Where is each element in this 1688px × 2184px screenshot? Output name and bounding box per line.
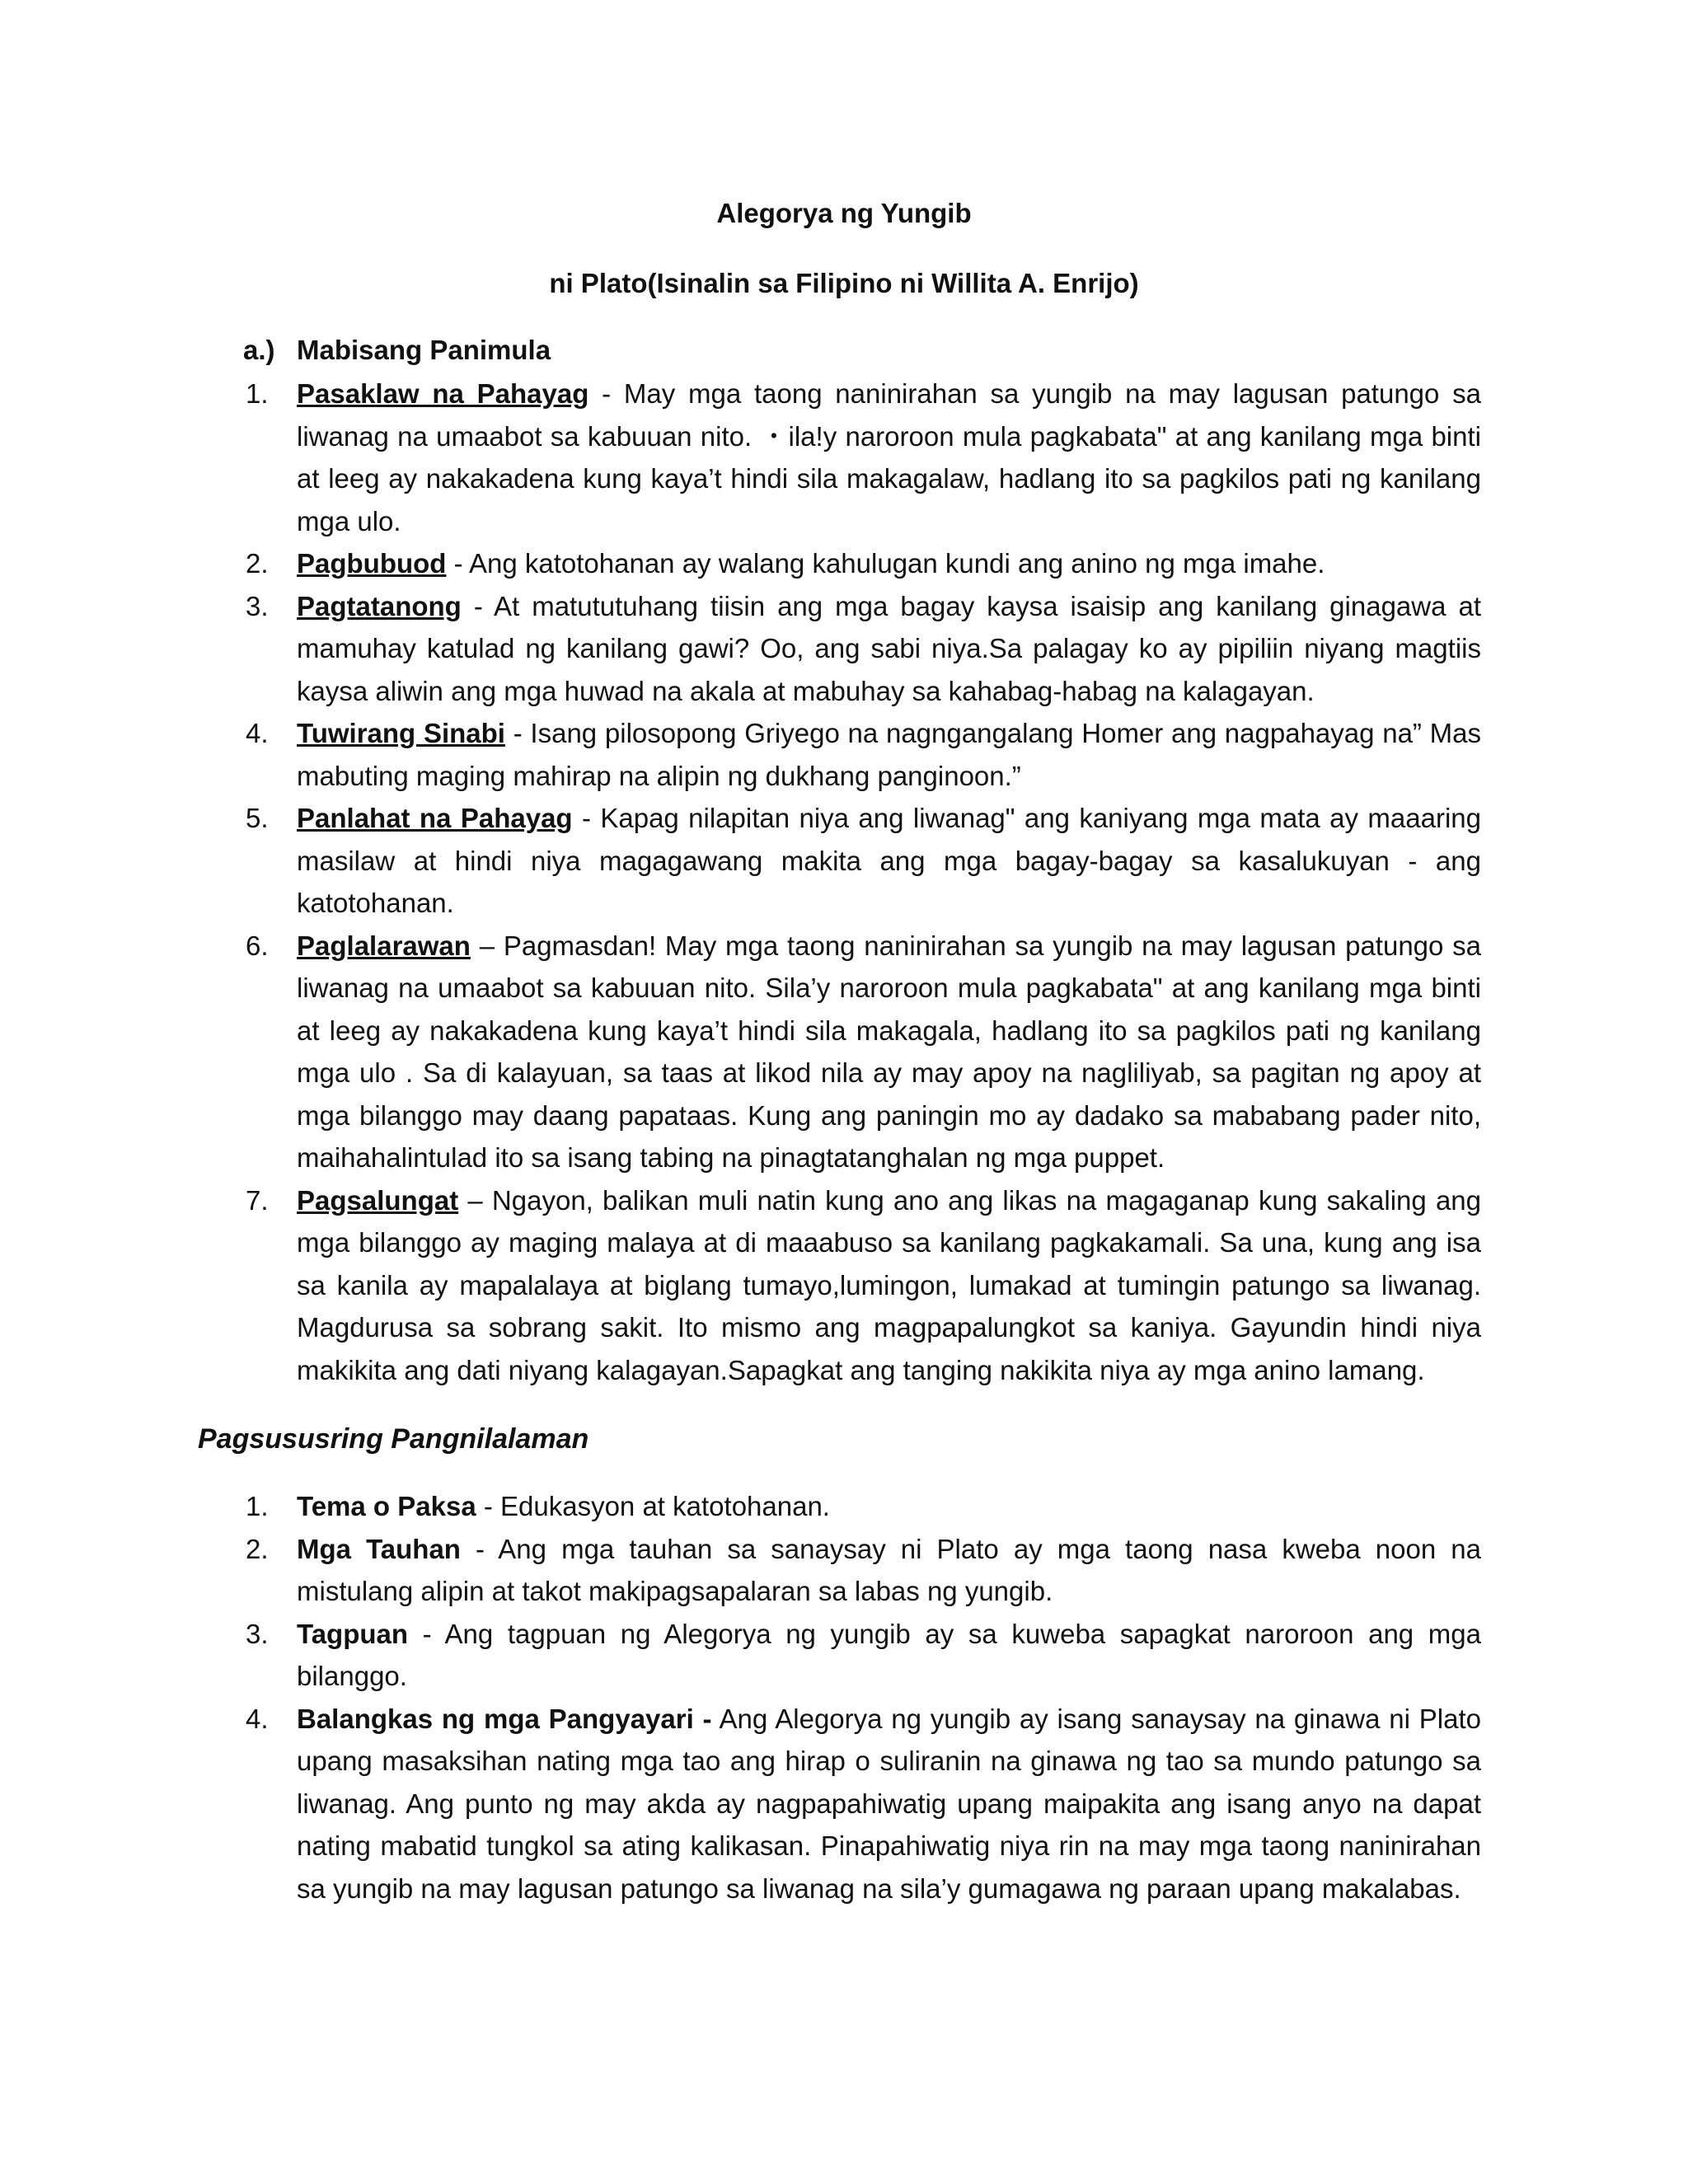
list-item [243, 1528, 1481, 1613]
pagsusuri-list [243, 1485, 1481, 1910]
document-subtitle: ni Plato(Isinalin sa Filipino ni Willita A. Enrijo) [549, 268, 1139, 298]
item-text: - Ang katotohanan ay walang kahulugan kundi ang anino ng mga imahe. [446, 548, 1325, 579]
item-number: 2. [246, 1533, 269, 1564]
list-item [243, 373, 1481, 542]
item-term: Pasaklaw na Pahayag [297, 378, 589, 409]
item-term: Tagpuan [297, 1618, 409, 1649]
section-marker: a.) [243, 335, 275, 365]
section-heading-panimula [243, 335, 551, 366]
item-number: 5. [246, 803, 269, 833]
item-number: 4. [246, 718, 269, 748]
item-number: 7. [246, 1184, 269, 1216]
item-term: Balangkas ng mga Pangyayari - [297, 1703, 712, 1734]
list-item [243, 1485, 1481, 1528]
item-number: 6. [246, 930, 269, 961]
item-text: - Isang pilosopong Griyego na nagngangalang Homer ang nagpahayag na” Mas mabuting maging mahirap na alipin ng dukhang panginoon.” [297, 718, 1481, 791]
item-term: Pagsalungat [297, 1184, 459, 1216]
subheading-pagsusuri: Pagsususring Pangnilalaman [198, 1423, 589, 1455]
item-number: 1. [246, 378, 269, 409]
item-term: Paglalarawan [297, 930, 471, 961]
item-number: 2. [246, 548, 269, 579]
item-text: - Ang tagpuan ng Alegorya ng yungib ay sa kuweba sapagkat naroroon ang mga bilanggo. [297, 1618, 1481, 1691]
item-number: 1. [246, 1491, 269, 1521]
item-term: Panlahat na Pahayag [297, 803, 573, 833]
item-text: - Ang mga tauhan sa sanaysay ni Plato ay mga taong nasa kweba noon na mistulang alipin at takot makipagsapalaran sa labas ng yungib. [297, 1533, 1481, 1606]
list-item [243, 797, 1481, 925]
list-item [243, 925, 1481, 1179]
document-title: Alegorya ng Yungib [716, 198, 972, 228]
item-term: Tema o Paksa [297, 1491, 476, 1521]
item-term: Pagbubuod [297, 548, 447, 579]
item-text: - Edukasyon at katotohanan. [476, 1491, 830, 1521]
list-item [243, 585, 1481, 713]
item-text: – Ngayon, balikan muli natin kung ano ang likas na magaganap kung sakaling ang mga bilanggo ay maging malaya at di maaabuso sa kanilang pagkakamali. Sa una, kung ang isa sa kanila ay mapalalaya at biglang tumayo,lumingon, lumakad at tumingin patungo sa liwanag. Magdurusa sa sobrang sakit. Ito mismo ang magpapalungkot sa kaniya. Gayundin hindi niya makikita ang dati niyang kalagayan.Sapagkat ang tanging nakikita niya ay mga anino lamang. [297, 1184, 1481, 1385]
list-item [243, 542, 1481, 585]
list-item [243, 1613, 1481, 1698]
item-number: 4. [246, 1703, 269, 1734]
item-term: Pagtatanong [297, 590, 462, 621]
list-item [243, 1698, 1481, 1910]
item-text: – Pagmasdan! May mga taong naninirahan sa yungib na may lagusan patungo sa liwanag na umaabot sa kabuuan nito. Sila’y naroroon mula pagkabata" at ang kanilang mga binti at leeg ay nakakadena kung kaya’t hindi sila makagala, hadlang ito sa pagkilos pati ng kanilang mga ulo . Sa di kalayuan, sa taas at likod nila ay may apoy na nagliliyab, sa pagitan ng apoy at mga bilanggo may daang papataas. Kung ang paningin mo ay dadako sa mababang pader nito, maihahalintulad ito sa isang tabing na pinagtatanghalan ng mga puppet. [297, 930, 1481, 1173]
item-number: 3. [246, 590, 269, 621]
item-term: Mga Tauhan [297, 1533, 461, 1564]
item-text: - At matututuhang tiisin ang mga bagay kaysa isaisip ang kanilang ginagawa at mamuhay katulad ng kanilang gawi? Oo, ang sabi niya.Sa palagay ko ay pipiliin niyang magtiis kaysa aliwin ang mga huwad na akala at mabuhay sa kahabag-habag na kalagayan. [297, 590, 1481, 706]
item-term: Tuwirang Sinabi [297, 718, 505, 748]
item-text: Ang Alegorya ng yungib ay isang sanaysay na ginawa ni Plato upang masaksihan nating mga tao ang hirap o suliranin na ginawa ng tao sa mundo patungo sa liwanag. Ang punto ng may akda ay nagpapahiwatig upang maipakita ang isang anyo na dapat nating mabatid tungkol sa ating kalikasan. Pinapahiwatig niya rin na may mga taong naninirahan sa yungib na may lagusan patungo sa liwanag na sila’y gumagawa ng paraan upang makalabas. [297, 1703, 1482, 1904]
section-label: Mabisang Panimula [297, 335, 551, 365]
list-item [243, 1179, 1481, 1392]
item-text: - Kapag nilapitan niya ang liwanag" ang kaniyang mga mata ay maaaring masilaw at hindi niya magagawang makita ang mga bagay-bagay sa kasalukuyan - ang katotohanan. [297, 803, 1481, 918]
item-text: - May mga taong naninirahan sa yungib na may lagusan patungo sa liwanag na umaabot sa kabuuan nito. ・ila!y naroroon mula pagkabata" at ang kanilang mga binti at leeg ay nakakadena kung kaya’t hindi sila makagalaw, hadlang ito sa pagkilos pati ng kanilang mga ulo. [297, 378, 1481, 537]
list-item [243, 712, 1481, 797]
item-number: 3. [246, 1618, 269, 1649]
panimula-list [243, 373, 1481, 1391]
